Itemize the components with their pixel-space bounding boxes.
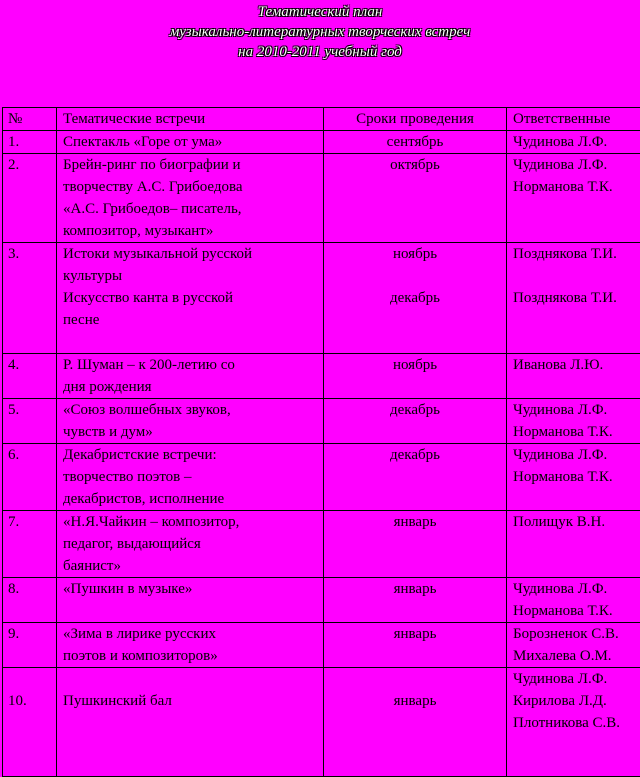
table-row [3, 444, 640, 511]
event-line: Спектакль «Горе от ума» [63, 131, 317, 153]
row-number: 7. [3, 511, 57, 578]
event-line: Брейн-ринг по биографии и [63, 154, 317, 176]
event-cell [57, 511, 324, 578]
date-line: декабрь [330, 399, 500, 421]
event-cell [57, 399, 324, 444]
event-cell [57, 623, 324, 668]
event-line: чувств и дум» [63, 421, 317, 443]
date-cell [324, 154, 507, 243]
row-number: 3. [3, 243, 57, 354]
date-cell [324, 668, 507, 777]
document-title [0, 2, 640, 62]
responsible-line: Иванова Л.Ю. [513, 354, 640, 376]
event-line: «Союз волшебных звуков, [63, 399, 317, 421]
responsible-cell [507, 444, 640, 511]
table-row [3, 131, 640, 154]
responsible-line: Чудинова Л.Ф. [513, 578, 640, 600]
event-cell [57, 243, 324, 354]
title-line-1: Тематический план [0, 2, 640, 22]
responsible-cell [507, 578, 640, 623]
date-line: ноябрь [330, 354, 500, 376]
event-cell [57, 131, 324, 154]
date-line: январь [330, 578, 500, 600]
header-event: Тематические встречи [57, 108, 324, 131]
responsible-line: Чудинова Л.Ф. [513, 444, 640, 466]
responsible-line: Полищук В.Н. [513, 511, 640, 533]
event-line: «Зима в лирике русских [63, 623, 317, 645]
date-cell [324, 511, 507, 578]
header-date: Сроки проведения [324, 108, 507, 131]
date-line: сентябрь [330, 131, 500, 153]
responsible-line: Норманова Т.К. [513, 421, 640, 443]
responsible-line: Борозненок С.В. [513, 623, 640, 645]
row-number: 1. [3, 131, 57, 154]
responsible-cell [507, 154, 640, 243]
event-line: баянист» [63, 555, 317, 577]
responsible-cell [507, 131, 640, 154]
event-cell [57, 668, 324, 777]
date-line: декабрь [330, 287, 500, 309]
spacer [330, 265, 500, 287]
date-cell [324, 131, 507, 154]
row-number: 9. [3, 623, 57, 668]
responsible-line: Плотникова С.В. [513, 712, 640, 734]
row-number: 2. [3, 154, 57, 243]
responsible-cell [507, 511, 640, 578]
event-line: педагог, выдающийся [63, 533, 317, 555]
responsible-line: Чудинова Л.Ф. [513, 668, 640, 690]
event-line: Пушкинский бал [63, 690, 317, 712]
table-row [3, 154, 640, 243]
row-number: 8. [3, 578, 57, 623]
event-line: творчество поэтов – [63, 466, 317, 488]
table-row [3, 243, 640, 354]
spacer [513, 265, 640, 287]
event-line: декабристов, исполнение [63, 488, 317, 510]
header-num: № [3, 108, 57, 131]
date-line: ноябрь [330, 243, 500, 265]
responsible-cell [507, 243, 640, 354]
table-row [3, 511, 640, 578]
events-table [2, 107, 640, 777]
event-line: Искусство канта в русской [63, 287, 317, 309]
responsible-line: Норманова Т.К. [513, 176, 640, 198]
row-number: 5. [3, 399, 57, 444]
title-line-2: музыкально-литературных творческих встреч [0, 22, 640, 42]
date-line: октябрь [330, 154, 500, 176]
date-cell [324, 354, 507, 399]
event-line: дня рождения [63, 376, 317, 398]
event-line: Истоки музыкальной русской [63, 243, 317, 265]
responsible-line: Чудинова Л.Ф. [513, 131, 640, 153]
event-line: «А.С. Грибоедов– писатель, [63, 198, 317, 220]
title-line-3: на 2010-2011 учебный год [0, 42, 640, 62]
row-number: 4. [3, 354, 57, 399]
responsible-cell [507, 668, 640, 777]
date-line: январь [330, 690, 500, 712]
date-line: декабрь [330, 444, 500, 466]
event-line: поэтов и композиторов» [63, 645, 317, 667]
responsible-line: Чудинова Л.Ф. [513, 399, 640, 421]
event-cell [57, 444, 324, 511]
responsible-line: Позднякова Т.И. [513, 287, 640, 309]
date-line: январь [330, 511, 500, 533]
date-cell [324, 623, 507, 668]
event-line: «Пушкин в музыке» [63, 578, 317, 600]
responsible-cell [507, 354, 640, 399]
event-line: «Н.Я.Чайкин – композитор, [63, 511, 317, 533]
table-row [3, 623, 640, 668]
row-number [3, 668, 57, 777]
responsible-line: Кирилова Л.Д. [513, 690, 640, 712]
event-line: композитор, музыкант» [63, 220, 317, 242]
event-line: Декабристские встречи: [63, 444, 317, 466]
table-row [3, 354, 640, 399]
responsible-line: Позднякова Т.И. [513, 243, 640, 265]
date-line: январь [330, 623, 500, 645]
row-number-label: 10. [8, 693, 27, 709]
event-line: песне [63, 309, 317, 331]
event-line: культуры [63, 265, 317, 287]
table-row [3, 578, 640, 623]
responsible-line: Михалева О.М. [513, 645, 640, 667]
event-cell [57, 578, 324, 623]
event-line: Р. Шуман – к 200-летию со [63, 354, 317, 376]
responsible-line: Норманова Т.К. [513, 466, 640, 488]
row-number: 6. [3, 444, 57, 511]
table-row [3, 668, 640, 777]
responsible-cell [507, 623, 640, 668]
table-row [3, 399, 640, 444]
date-cell [324, 578, 507, 623]
responsible-line: Чудинова Л.Ф. [513, 154, 640, 176]
header-responsible: Ответственные [507, 108, 640, 131]
event-line: творчеству А.С. Грибоедова [63, 176, 317, 198]
date-cell [324, 399, 507, 444]
responsible-cell [507, 399, 640, 444]
event-cell [57, 354, 324, 399]
table-header-row [3, 108, 640, 131]
event-cell [57, 154, 324, 243]
date-cell [324, 243, 507, 354]
responsible-line: Норманова Т.К. [513, 600, 640, 622]
date-cell [324, 444, 507, 511]
